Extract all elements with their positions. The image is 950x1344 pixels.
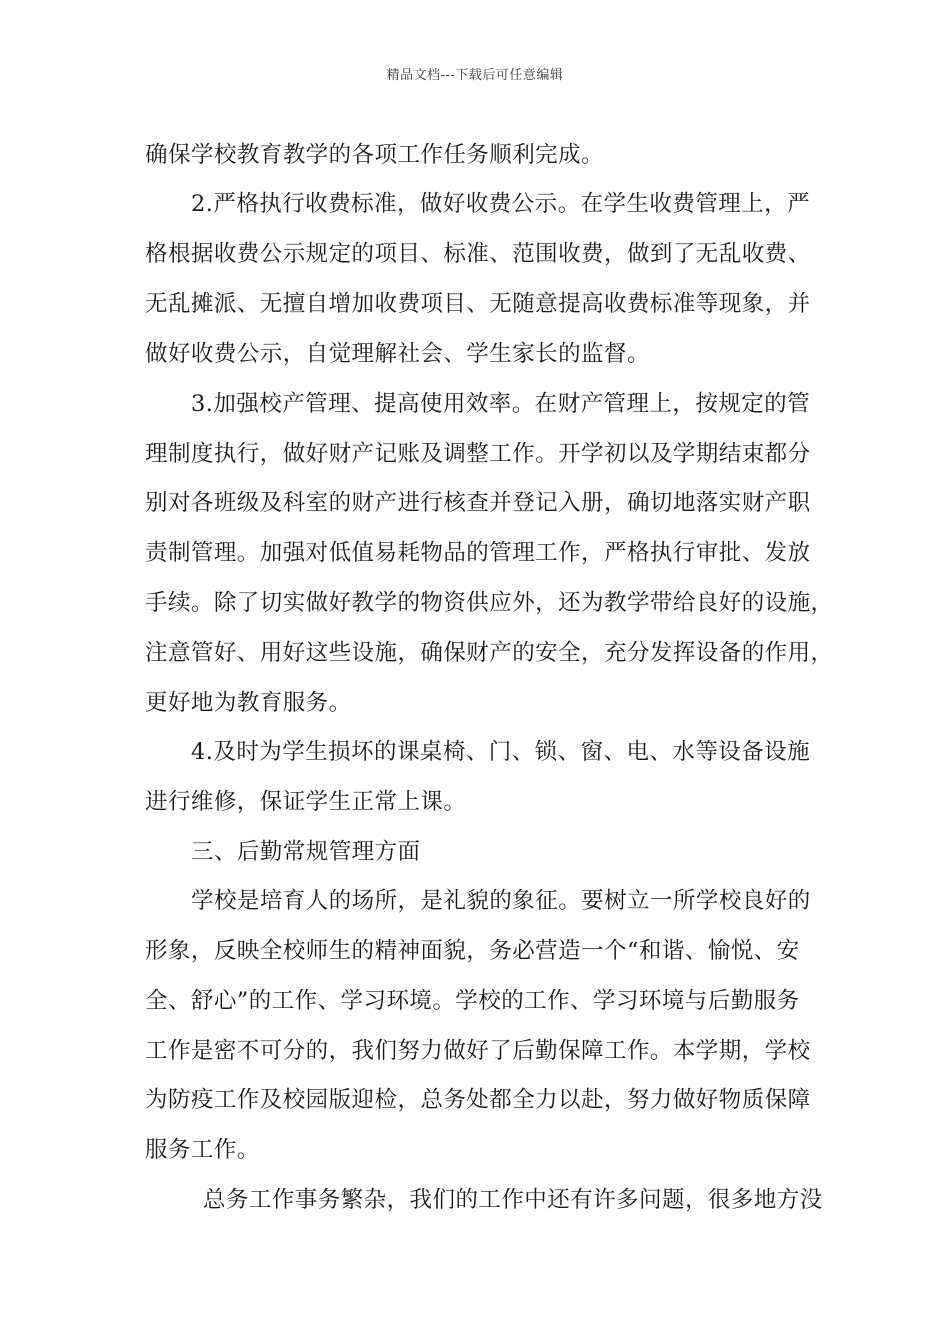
body-line: 2.严格执行收费标准，做好收费公示。在学生收费管理上，严 [191,191,811,217]
body-line: 4.及时为学生损坏的课桌椅、门、锁、窗、电、水等设备设施 [191,739,811,765]
body-line: 做好收费公示，自觉理解社会、学生家长的监督。 [145,341,650,367]
body-line: 手续。除了切实做好教学的物资供应外，还为教学带给良好的设施， [145,590,834,616]
body-line: 全、舒心”的工作、学习环境。学校的工作、学习环境与后勤服务 [145,988,800,1014]
body-line: 学校是培育人的场所，是礼貌的象征。要树立一所学校良好的 [191,888,811,914]
body-line: 理制度执行，做好财产记账及调整工作。开学初以及学期结束都分 [145,441,811,467]
body-line: 总务工作事务繁杂，我们的工作中还有许多问题，很多地方没 [203,1187,823,1213]
body-line: 责制管理。加强对低值易耗物品的管理工作，严格执行审批、发放 [145,540,811,566]
body-line: 为防疫工作及校园版迎检，总务处都全力以赴，努力做好物质保障 [145,1087,811,1113]
body-line: 无乱摊派、无擅自增加收费项目、无随意提高收费标准等现象，并 [145,291,811,317]
section-heading: 三、后勤常规管理方面 [191,839,421,865]
body-line: 服务工作。 [145,1137,260,1163]
body-line: 3.加强校产管理、提高使用效率。在财产管理上，按规定的管 [191,391,811,417]
page-header: 精品文档---下载后可任意编辑 [386,68,564,83]
body-line: 格根据收费公示规定的项目、标准、范围收费，做到了无乱收费、 [145,241,811,267]
body-line: 进行维修，保证学生正常上课。 [145,789,467,815]
body-line: 工作是密不可分的，我们努力做好了后勤保障工作。本学期，学校 [145,1038,811,1064]
body-line: 确保学校教育教学的各项工作任务顺利完成。 [145,142,605,168]
body-line: 更好地为教育服务。 [145,690,352,716]
body-line: 别对各班级及科室的财产进行核查并登记入册，确切地落实财产职 [145,490,811,516]
body-line: 注意管好、用好这些设施，确保财产的安全，充分发挥设备的作用， [145,640,834,666]
body-line: 形象，反映全校师生的精神面貌，务必营造一个“和谐、愉悦、安 [145,938,800,964]
